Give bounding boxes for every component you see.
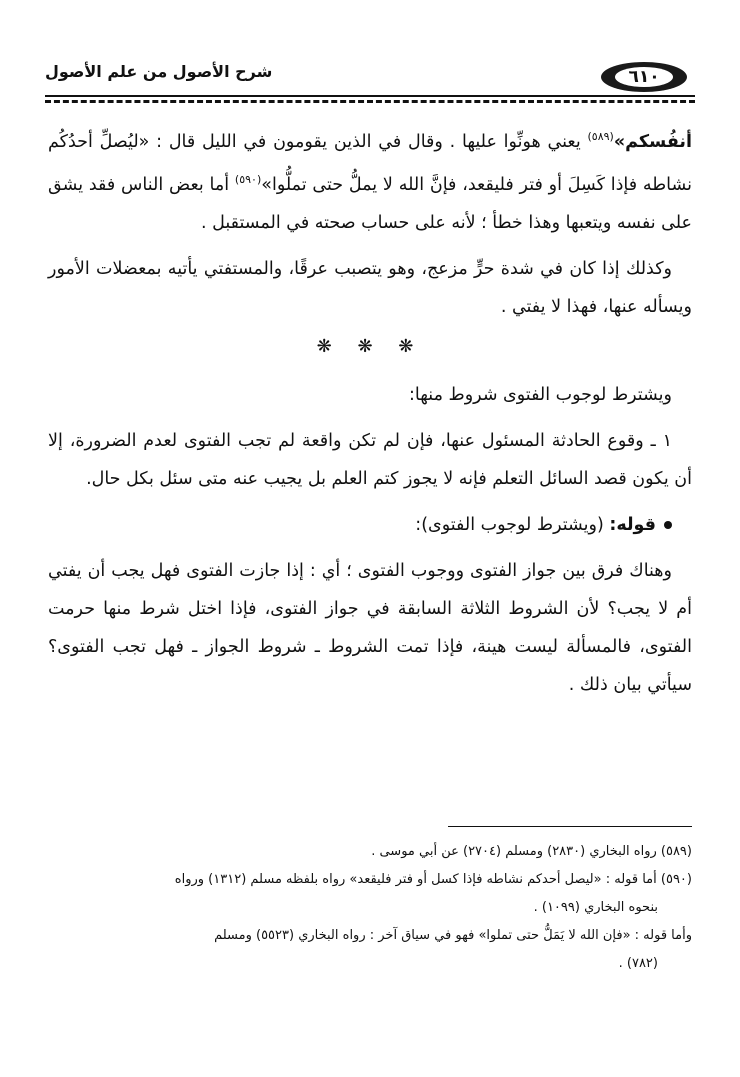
bullet-icon — [664, 521, 672, 529]
footnote-rule — [448, 826, 692, 827]
paragraph-3: ويشترط لوجوب الفتوى شروط منها: — [409, 384, 672, 405]
main-text — [48, 118, 692, 704]
footnote-590-line2: بنحوه البخاري (١٠٩٩) . — [533, 900, 658, 915]
page-number: ٦١٠ — [615, 67, 673, 87]
paragraph-1 — [48, 118, 692, 242]
qawluh-label: قوله: — [609, 514, 656, 535]
footnotes — [48, 838, 692, 978]
footnote-589: (٥٨٩) رواه البخاري (٢٨٣٠) ومسلم (٢٧٠٤) عن أبي موسى . — [371, 844, 692, 859]
paragraph-4: ١ ـ وقوع الحادثة المسئول عنها، فإن لم تكن واقعة لم تجب الفتوى لعدم الضرورة، إلا أن يكون قصد السائل التعلم فإنه لا يجوز كتم العلم بل يجيب عنه متى سئل بكل حال. — [48, 430, 692, 489]
header-dashed-rule — [45, 100, 695, 106]
paragraph-2: وكذلك إذا كان في شدة حرٍّ مزعج، وهو يتصبب عرقًا، والمستفتي يأتيه بمعضلات الأمور ويسأله عنها، فهذا لا يفتي . — [48, 258, 692, 317]
footnote-590-line1: (٥٩٠) أما قوله : «ليصل أحدكم نشاطه فإذا كسل أو فتر فليقعد» رواه بلفظه مسلم (١٣١٢) ورواه — [174, 872, 692, 887]
qawluh-text: (ويشترط لوجوب الفتوى): — [415, 514, 610, 535]
page-number-badge — [601, 62, 687, 92]
section-separator: ❋ ❋ ❋ — [316, 335, 424, 357]
para1-start: أنفُسكم» — [613, 131, 692, 152]
para1-end: أما بعض الناس فقد يشق على نفسه ويتعبها وهذا خطأ ؛ لأنه على حساب صحته في المستقبل . — [48, 174, 692, 233]
footnote-590-line3: وأما قوله : «فإن الله لا يَمَلُّ حتى تملوا» فهو في سياق آخر : رواه البخاري (٥٥٢٣) ومسلم — [214, 928, 692, 943]
running-title: شرح الأصول من علم الأصول — [45, 62, 273, 81]
header-rule — [45, 95, 695, 97]
footnote-ref-590: (٥٩٠) — [234, 172, 262, 186]
para1-middle: يعني هونِّوا عليها . وقال في الذين يقومون في الليل قال : «ليُصلِّ أحدُكُم نشاطه فإذا كَسِلَ أو فتر فليقعد، فإنَّ الله لا يملُّ حتى تملُّوا» — [48, 131, 692, 195]
paragraph-5 — [48, 506, 692, 544]
paragraph-6: وهناك فرق بين جواز الفتوى ووجوب الفتوى ؛ أي : إذا جازت الفتوى فهل يجب أن يفتي أم لا يجب؟ لأن الشروط الثلاثة السابقة في جواز الفتوى، فإذا اختل شرط منها حرمت الفتوى، فالمسألة ليست هينة، فإذا تمت الشروط ـ شروط الجواز ـ فهل تجب الفتوى؟ سيأتي بيان ذلك . — [48, 560, 692, 695]
footnote-590-line4: (٧٨٢) . — [618, 956, 658, 971]
footnote-ref-589: (٥٨٩) — [587, 130, 614, 143]
